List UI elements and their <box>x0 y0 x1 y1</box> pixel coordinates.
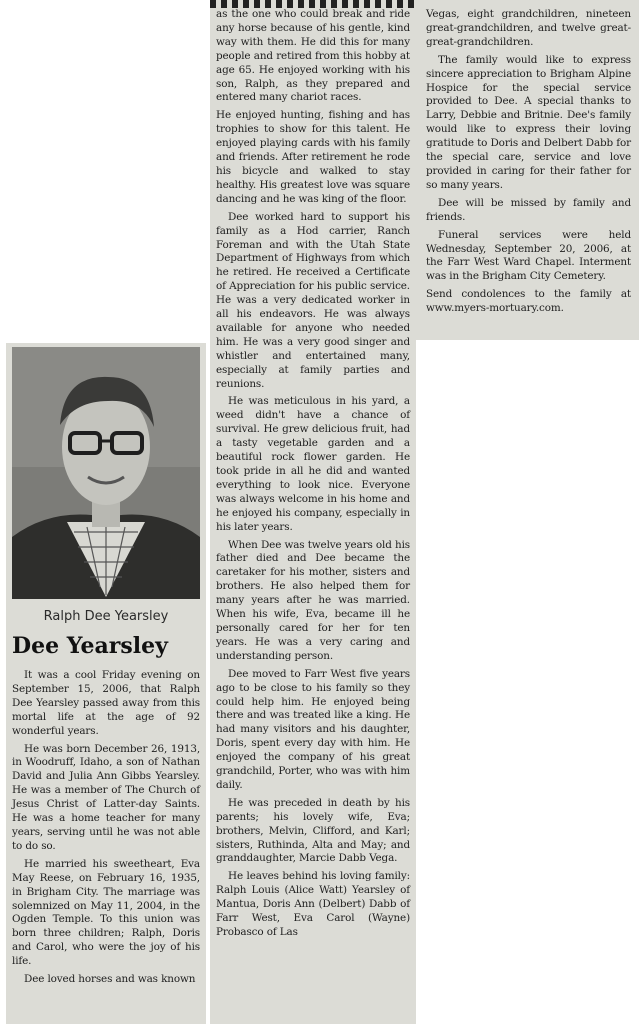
paragraph: Funeral services were held Wednesday, September 20, 2006, at the Farr West Ward Chapel. Interment was in the Brigham City Cemetery. <box>426 228 631 283</box>
paragraph: When Dee was twelve years old his father died and Dee became the caretaker for his mother, sisters and brothers. He also helped them for many years after he was married. When his wife, Eva, became ill he personally cared for her for ten years. He was a very caring and understanding person. <box>216 538 410 662</box>
left-column <box>6 343 206 1024</box>
paragraph: Dee loved horses and was known <box>24 973 196 986</box>
left-column-text <box>12 669 200 991</box>
paragraph: Dee will be missed by family and friends. <box>426 196 631 223</box>
paragraph: He was preceded in death by his parents; his lovely wife, Eva; brothers, Melvin, Clifford, and Karl; sisters, Ruthinda, Alta and May; and granddaughter, Marcie Dabb Vega. <box>216 796 410 865</box>
photo-caption: Ralph Dee Yearsley <box>43 609 169 624</box>
paragraph: He leaves behind his loving family: Ralph Louis (Alice Watt) Yearsley of Mantua, Doris Ann (Delbert) Dabb of Farr West, Eva Carol (Wayne) Probasco of Las <box>216 870 410 938</box>
paragraph: The family would like to express sincere appreciation to Brigham Alpine Hospice for the special service provided to Dee. A special thanks to Larry, Debbie and Britnie. Dee's family would like to express their loving gratitude to Doris and Delbert Dabb for the special care, service and love provided in caring for their father for so many years. <box>426 53 631 191</box>
paragraph: He was born December 26, 1913, in Woodruff, Idaho, a son of Nathan David and Julia Ann Gibbs Yearsley. He was a member of The Church of Jesus Christ of Latter-day Saints. He was a home teacher for many years, serving until he was not able to do so. <box>12 742 200 852</box>
paragraph: Dee worked hard to support his family as a Hod carrier, Ranch Foreman and with the Utah State Department of Highways from which he retired. He received a Certificate of Appreciation for his public service. He was a very dedicated worker in all his endeavors. He was always available for anyone who needed him. He was a very good singer and whistler and entertained many, especially at family parties and reunions. <box>216 210 410 390</box>
decorative-border <box>210 0 416 8</box>
paragraph: He married his sweetheart, Eva May Reese, on February 16, 1935, in Brigham City. The marriage was solemnized on May 11, 2004, in the Ogden Temple. To this union was born three children; Ralph, Doris and Carol, who were the joy of his life. <box>12 857 200 968</box>
middle-column <box>210 0 416 1024</box>
paragraph: He enjoyed hunting, fishing and has trophies to show for this talent. He enjoyed playing cards with his family and friends. After retirement he rode his bicycle and walked to stay healthy. His greatest love was square dancing and he was king of the floor. <box>216 109 410 205</box>
paragraph: Vegas, eight grandchildren, nineteen great-grandchildren, and twelve great-great-grandchildren. <box>426 8 631 48</box>
paragraph: Dee moved to Farr West five years ago to be close to his family so they could help him. He enjoyed being there and was treated like a king. He had many visitors and his daughter, Doris, spent every day with him. He enjoyed the company of his great grandchild, Porter, who was with him daily. <box>216 667 410 791</box>
paragraph: It was a cool Friday evening on September 15, 2006, that Ralph Dee Yearsley passed away from this mortal life at the age of 92 wonderful years. <box>12 669 200 737</box>
paragraph: Send condolences to the family at www.myers-mortuary.com. <box>426 288 631 315</box>
right-column-text <box>426 8 631 320</box>
right-column <box>416 0 639 340</box>
paragraph: He was meticulous in his yard, a weed didn't have a chance of survival. He grew delicious fruit, had a tasty vegetable garden and a beautiful rock flower garden. He took pride in all he did and wanted everything to look nice. Everyone was always welcome in his home and he enjoyed his company, especially in his later years. <box>216 395 410 533</box>
paragraph: as the one who could break and ride any horse because of his gentle, kind way with them. He did this for many people and retired from this hobby at age 65. He enjoyed working with his son, Ralph, as they prepared and entered many chariot races. <box>216 8 410 104</box>
obituary-headline: Dee Yearsley <box>12 633 168 659</box>
middle-column-text <box>216 8 410 944</box>
portrait-photo <box>12 347 200 599</box>
